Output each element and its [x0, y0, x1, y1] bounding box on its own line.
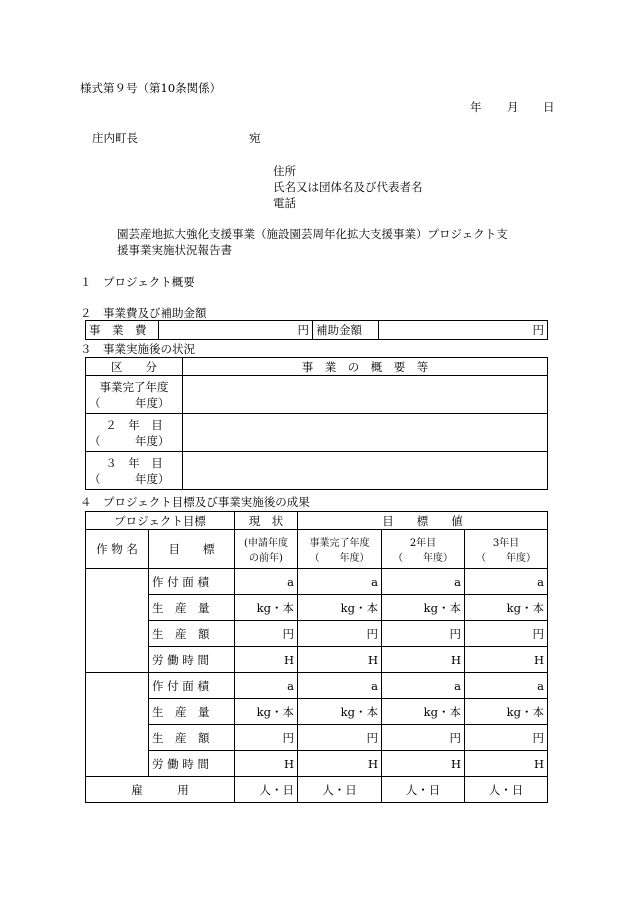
item-label: 生 産 量 — [149, 595, 235, 621]
item-label: 作 付 面 積 — [149, 673, 235, 699]
fiscal-year-sub: （ 年度） — [476, 553, 536, 564]
summary-cell-year3[interactable] — [183, 452, 548, 490]
employment-label: 雇 用 — [86, 777, 235, 803]
project-goal-header: プロジェクト目標 — [86, 512, 235, 530]
item-label: 生 産 額 — [149, 621, 235, 647]
row-label: ２ 年 目 — [105, 417, 163, 432]
employment-unit[interactable]: 人・日 — [235, 777, 298, 803]
target-value-header: 目 標 値 — [298, 512, 548, 530]
section4-heading: ４ プロジェクト目標及び事業実施後の成果 — [80, 495, 310, 509]
summary-header: 事 業 の 概 要 等 — [183, 358, 548, 376]
applicant-phone-label: 電話 — [273, 196, 296, 210]
crop-name-cell[interactable] — [86, 569, 149, 673]
subsidy-yen: 円 — [532, 323, 544, 337]
section1-heading: １ プロジェクト概要 — [80, 275, 195, 289]
item-label: 労 働 時 間 — [149, 751, 235, 777]
item-unit[interactable]: H — [298, 751, 382, 777]
item-unit[interactable]: kg・本 — [235, 699, 298, 725]
item-unit[interactable]: kg・本 — [298, 595, 382, 621]
cost-value-cell[interactable] — [159, 321, 313, 340]
fiscal-year-sub: （ 年度） — [309, 553, 370, 564]
item-label: 生 産 額 — [149, 725, 235, 751]
applicant-address-label: 住所 — [273, 164, 296, 178]
item-unit[interactable]: H — [298, 647, 382, 673]
item-unit[interactable]: H — [235, 751, 298, 777]
date-day-label: 日 — [543, 100, 555, 114]
item-unit[interactable]: a — [465, 569, 548, 595]
item-unit[interactable]: 円 — [465, 621, 548, 647]
summary-cell-completion[interactable] — [183, 376, 548, 414]
item-unit[interactable]: 円 — [235, 621, 298, 647]
summary-cell-year2[interactable] — [183, 414, 548, 452]
item-unit[interactable]: kg・本 — [382, 595, 465, 621]
date-year-label: 年 — [470, 100, 482, 114]
item-unit[interactable]: a — [382, 673, 465, 699]
item-unit[interactable]: a — [235, 673, 298, 699]
item-unit[interactable]: a — [465, 673, 548, 699]
item-unit[interactable]: a — [235, 569, 298, 595]
item-label: 生 産 量 — [149, 699, 235, 725]
year3-header — [465, 530, 548, 569]
item-unit[interactable]: 円 — [235, 725, 298, 751]
category-header: 区 分 — [86, 358, 183, 376]
item-unit[interactable]: 円 — [382, 725, 465, 751]
item-unit[interactable]: kg・本 — [465, 595, 548, 621]
item-unit[interactable]: H — [382, 647, 465, 673]
item-unit[interactable]: kg・本 — [382, 699, 465, 725]
crop-name-cell[interactable] — [86, 673, 149, 777]
item-unit[interactable]: 円 — [298, 725, 382, 751]
year2-header — [382, 530, 465, 569]
addressee-name: 庄内町長 — [92, 131, 138, 145]
section3-heading: ３ 事業実施後の状況 — [80, 342, 195, 356]
report-title-line2: 援事業実施状況報告書 — [117, 243, 232, 257]
item-unit[interactable]: kg・本 — [465, 699, 548, 725]
form-number: 様式第９号（第10条関係） — [80, 81, 222, 95]
section2-heading: ２ 事業費及び補助金額 — [80, 306, 207, 320]
item-unit[interactable]: H — [235, 647, 298, 673]
item-unit[interactable]: 円 — [465, 725, 548, 751]
row-label: 事業完了年度 — [99, 379, 169, 394]
cost-yen: 円 — [297, 323, 309, 337]
current-sub-header — [235, 530, 298, 569]
item-unit[interactable]: a — [382, 569, 465, 595]
status-row-year3 — [86, 452, 183, 490]
row-fiscal-year: （ 年度） — [89, 395, 170, 410]
employment-unit[interactable]: 人・日 — [382, 777, 465, 803]
item-unit[interactable]: H — [382, 751, 465, 777]
subsidy-value-cell[interactable] — [379, 321, 548, 340]
addressee-suffix: 宛 — [249, 131, 261, 145]
item-unit[interactable]: 円 — [382, 621, 465, 647]
current-sub-line1: (申請年度 — [244, 538, 288, 549]
item-unit[interactable]: H — [465, 647, 548, 673]
item-label: 労 働 時 間 — [149, 647, 235, 673]
cost-subsidy-table — [85, 320, 548, 340]
item-unit[interactable]: 円 — [298, 621, 382, 647]
current-header: 現 状 — [235, 512, 298, 530]
item-unit[interactable]: H — [465, 751, 548, 777]
row-label: ３ 年 目 — [105, 455, 163, 470]
report-title-line1: 園芸産地拡大強化支援事業（施設園芸周年化拡大支援事業）プロジェクト支 — [117, 227, 508, 241]
item-unit[interactable]: kg・本 — [298, 699, 382, 725]
fiscal-year-sub: （ 年度） — [393, 553, 453, 564]
status-row-completion — [86, 376, 183, 414]
item-unit[interactable]: a — [298, 673, 382, 699]
status-row-year2 — [86, 414, 183, 452]
item-unit[interactable]: a — [298, 569, 382, 595]
employment-unit[interactable]: 人・日 — [465, 777, 548, 803]
year3-label: 3年目 — [492, 538, 520, 549]
goals-table — [85, 511, 548, 803]
year2-label: 2年目 — [409, 538, 437, 549]
completion-year-header — [298, 530, 382, 569]
item-label: 作 付 面 積 — [149, 569, 235, 595]
target-header: 目 標 — [149, 530, 235, 569]
employment-unit[interactable]: 人・日 — [298, 777, 382, 803]
current-sub-line2: の前年) — [249, 553, 283, 564]
completion-year-label: 事業完了年度 — [309, 538, 370, 549]
item-unit[interactable]: kg・本 — [235, 595, 298, 621]
cost-label: 事 業 費 — [86, 321, 159, 340]
status-table — [85, 357, 548, 490]
row-fiscal-year: （ 年度） — [89, 433, 170, 448]
crop-name-header: 作 物 名 — [86, 530, 149, 569]
date-month-label: 月 — [507, 100, 519, 114]
row-fiscal-year: （ 年度） — [89, 471, 170, 486]
subsidy-label: 補助金額 — [313, 321, 379, 340]
applicant-name-label: 氏名又は団体名及び代表者名 — [273, 180, 423, 194]
